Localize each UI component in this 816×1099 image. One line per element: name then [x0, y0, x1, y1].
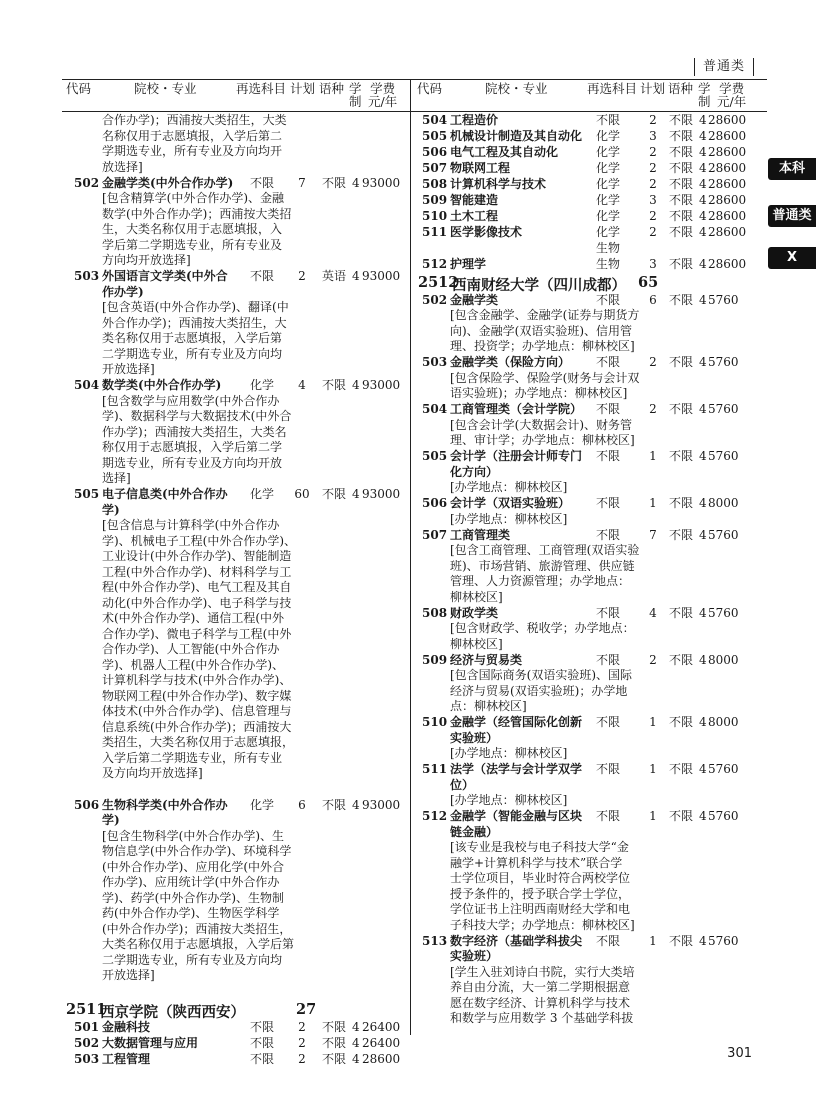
required-subject: 不限 [596, 715, 621, 729]
tuition-fee: 28600 [708, 129, 747, 143]
major-name: 大数据管理与应用 [102, 1035, 199, 1050]
major-note: [办学地点：柳林校区] [450, 793, 568, 807]
language: 不限 [669, 193, 694, 207]
major-entry [418, 113, 768, 129]
plan-count: 6 [298, 797, 306, 812]
plan-count: 1 [649, 933, 657, 948]
col-subject: 再选科目 [587, 81, 638, 96]
major-entry [66, 113, 406, 176]
language: 不限 [322, 487, 347, 501]
plan-count: 2 [649, 209, 657, 223]
study-years: 4 [699, 193, 707, 207]
required-subject: 不限 [596, 292, 621, 307]
major-note: [办学地点：柳林校区] [450, 480, 568, 494]
language: 不限 [669, 652, 694, 667]
major-entry [66, 378, 406, 487]
tuition-fee: 28600 [708, 177, 747, 191]
major-name: 金融学（经管国际化创新 实验班） [450, 715, 583, 745]
major-code: 503 [422, 355, 448, 369]
major-code: 503 [74, 269, 100, 283]
tuition-fee: 5760 [708, 605, 739, 620]
plan-count: 1 [649, 449, 657, 463]
language: 不限 [669, 355, 694, 369]
col-subject: 再选科目 [236, 81, 287, 96]
major-name: 电气工程及其自动化 [450, 145, 559, 159]
major-name: 电子信息类(中外合作办 学) [102, 487, 228, 517]
major-code: 508 [422, 177, 448, 191]
major-code: 507 [422, 161, 448, 175]
tuition-fee: 5760 [708, 762, 739, 776]
plan-count: 3 [649, 256, 657, 271]
required-subject: 不限 [250, 1051, 275, 1066]
plan-count: 4 [298, 378, 306, 392]
major-name: 法学（法学与会计学双学 位） [450, 762, 583, 792]
major-entry [66, 176, 406, 270]
major-note: [该专业是我校与电子科技大学“金 融学+计算机科学与技术”联合学 士学位项目，毕业时符合两校学位 授予条件的，授予联合学士学位， 学位证书上注明西南财经大学和电 子科技大学；办学地点：柳林校区] [450, 840, 635, 932]
study-years: 4 [699, 933, 707, 948]
col-fee: 学费 元/年 [368, 81, 398, 109]
plan-count: 2 [649, 652, 657, 667]
study-years: 4 [352, 1035, 360, 1050]
language: 不限 [322, 1051, 347, 1066]
major-code: 502 [74, 175, 100, 190]
tuition-fee: 5760 [708, 449, 739, 463]
major-entry [66, 798, 406, 1000]
required-subject: 不限 [596, 113, 621, 127]
study-years: 4 [699, 292, 707, 307]
major-code: 501 [74, 1019, 100, 1034]
major-name: 土木工程 [450, 209, 499, 223]
major-name: 计算机科学与技术 [450, 177, 547, 191]
major-code: 511 [422, 225, 448, 239]
major-entry [66, 269, 406, 378]
required-subject: 化学 [250, 797, 275, 812]
plan-count: 2 [649, 145, 657, 159]
major-entry [418, 762, 768, 809]
tuition-fee: 5760 [708, 355, 739, 369]
required-subject: 化学 [596, 145, 621, 159]
major-note: [包含财政学、税收学；办学地点： 柳林校区] [450, 621, 635, 651]
major-entry [418, 129, 768, 145]
col-school-major: 院校・专业 [134, 81, 197, 96]
col-plan: 计划 [640, 81, 666, 96]
major-code: 509 [422, 652, 448, 667]
major-code: 509 [422, 193, 448, 207]
plan-count: 1 [649, 762, 657, 776]
required-subject: 不限 [250, 1019, 275, 1034]
major-name: 会计学（注册会计师专门 化方向） [450, 449, 583, 479]
plan-count: 3 [649, 193, 657, 207]
study-years: 4 [699, 762, 707, 776]
category-tag: 普通类 [694, 58, 754, 76]
language: 不限 [669, 715, 694, 729]
study-years: 4 [699, 225, 707, 239]
major-note: [包含数学与应用数学(中外合作办 学)、数据科学与大数据技术(中外合 作办学)；西浦按大类招生，大类名 称仅用于志愿填报，入学后第二学 期选专业，所有专业及方向均开放 选择] [102, 393, 292, 485]
major-code: 504 [422, 113, 448, 127]
required-subject: 不限 [596, 605, 621, 620]
language: 不限 [669, 933, 694, 948]
university-header [418, 273, 768, 293]
major-name: 金融学类(中外合作办学) [102, 175, 234, 190]
major-entry [418, 496, 768, 528]
language: 不限 [322, 797, 347, 812]
major-code: 513 [422, 933, 448, 948]
major-name: 医学影像技术 [450, 225, 523, 239]
major-name: 金融学类 [450, 292, 499, 307]
tuition-fee: 28600 [708, 256, 747, 271]
tuition-fee: 28600 [708, 225, 747, 239]
study-years: 4 [352, 1019, 360, 1034]
language: 不限 [669, 161, 694, 175]
tuition-fee: 28600 [708, 161, 747, 175]
language: 不限 [669, 762, 694, 776]
major-code: 506 [422, 496, 448, 510]
major-name: 经济与贸易类 [450, 652, 523, 667]
required-subject: 不限 [596, 933, 621, 948]
major-note: [办学地点：柳林校区] [450, 746, 568, 760]
major-note: [包含工商管理、工商管理(双语实验 班)、市场营销、旅游管理、供应链 管理、人力资源管理；办学地点： 柳林校区] [450, 543, 640, 604]
major-entry [418, 809, 768, 934]
language: 不限 [669, 809, 694, 823]
major-name: 物联网工程 [450, 161, 511, 175]
major-note: [包含英语(中外合作办学)、翻译(中 外合作办学)；西浦按大类招生，大 类名称仅用于志愿填报，入学后第 二学期选专业，所有专业及方向均 开放选择] [102, 300, 289, 376]
major-name: 机械设计制造及其自动化 [450, 129, 583, 143]
major-code: 507 [422, 527, 448, 542]
major-name: 生物科学类(中外合作办 学) [102, 797, 228, 827]
study-years: 4 [699, 161, 707, 175]
col-plan: 计划 [290, 81, 316, 96]
major-entry [418, 402, 768, 449]
major-name: 智能建造 [450, 193, 499, 207]
major-code: 505 [422, 449, 448, 463]
language: 不限 [669, 177, 694, 191]
major-note: 合作办学)；西浦按大类招生，大类 名称仅用于志愿填报，入学后第二 学期选专业，所有专业及方向均开 放选择] [102, 113, 287, 174]
tuition-fee: 28600 [708, 113, 747, 127]
major-name: 工商管理类 [450, 527, 511, 542]
major-entry [418, 528, 768, 606]
major-entry [66, 1020, 406, 1036]
col-code: 代码 [66, 81, 92, 96]
required-subject: 不限 [250, 1035, 275, 1050]
language: 不限 [322, 378, 347, 392]
major-name: 外国语言文学类(中外合 作办学) [102, 269, 228, 299]
required-subject: 不限 [596, 809, 621, 823]
required-subject: 化学 [596, 209, 621, 223]
major-code: 503 [74, 1051, 100, 1066]
required-subject: 化学 生物 [596, 225, 621, 255]
study-years: 4 [699, 402, 707, 416]
major-entry [418, 715, 768, 762]
study-years: 4 [352, 269, 360, 283]
study-years: 4 [699, 715, 707, 729]
tuition-fee: 93000 [362, 378, 401, 392]
major-entry [418, 355, 768, 402]
university-code: 2511 [66, 1000, 107, 1018]
plan-count: 2 [649, 355, 657, 369]
plan-count: 2 [298, 1019, 306, 1034]
tuition-fee: 28600 [708, 145, 747, 159]
required-subject: 不限 [596, 652, 621, 667]
required-subject: 化学 [596, 177, 621, 191]
major-name: 数学类(中外合作办学) [102, 378, 222, 392]
tuition-fee: 93000 [362, 487, 401, 501]
university-plan: 65 [638, 273, 659, 291]
language: 不限 [669, 225, 694, 239]
required-subject: 不限 [596, 496, 621, 510]
major-name: 工程造价 [450, 113, 499, 127]
column-header-left [62, 80, 407, 110]
required-subject: 化学 [596, 161, 621, 175]
major-code: 504 [74, 378, 100, 392]
language: 不限 [669, 292, 694, 307]
study-years: 4 [699, 209, 707, 223]
required-subject: 不限 [596, 527, 621, 542]
study-years: 4 [699, 256, 707, 271]
major-note: [办学地点：柳林校区] [450, 511, 568, 526]
major-name: 护理学 [450, 256, 487, 271]
required-subject: 不限 [596, 402, 621, 416]
major-entry [418, 161, 768, 177]
required-subject: 不限 [596, 762, 621, 776]
study-years: 4 [699, 449, 707, 463]
major-note: [包含精算学(中外合作办学)、金融 数学(中外合作办学)；西浦按大类招 生，大类名称仅用于志愿填报，入 学后第二学期选专业，所有专业及 方向均开放选择] [102, 191, 292, 267]
language: 不限 [322, 175, 347, 190]
required-subject: 化学 [250, 487, 275, 501]
plan-count: 3 [649, 129, 657, 143]
major-entry [418, 653, 768, 716]
language: 不限 [669, 496, 694, 510]
major-name: 金融学（智能金融与区块 链金融） [450, 809, 583, 839]
plan-count: 2 [298, 269, 306, 283]
language: 不限 [322, 1019, 347, 1034]
language: 不限 [669, 605, 694, 620]
plan-count: 1 [649, 715, 657, 729]
major-code: 512 [422, 809, 448, 823]
required-subject: 化学 [596, 193, 621, 207]
major-code: 502 [74, 1035, 100, 1050]
tab-benke: 本科 [768, 158, 816, 180]
study-years: 4 [699, 355, 707, 369]
major-entry [418, 177, 768, 193]
col-code: 代码 [417, 81, 443, 96]
university-code: 2512 [418, 273, 459, 291]
tuition-fee: 28600 [708, 209, 747, 223]
tuition-fee: 93000 [362, 797, 401, 812]
plan-count: 1 [649, 809, 657, 823]
major-entry [418, 606, 768, 653]
column-header-right [415, 80, 767, 110]
major-entry [418, 449, 768, 496]
col-language: 语种 [668, 81, 694, 96]
tuition-fee: 93000 [362, 175, 401, 190]
major-code: 508 [422, 605, 448, 620]
language: 不限 [669, 113, 694, 127]
language: 不限 [669, 209, 694, 223]
study-years: 4 [352, 175, 360, 190]
required-subject: 生物 [596, 256, 621, 271]
plan-count: 2 [298, 1051, 306, 1066]
study-years: 4 [699, 129, 707, 143]
major-entry [418, 293, 768, 356]
major-name: 工程管理 [102, 1051, 151, 1066]
tuition-fee: 8000 [708, 715, 739, 729]
col-years: 学 制 [698, 81, 711, 109]
major-entry [418, 145, 768, 161]
major-code: 506 [422, 145, 448, 159]
page-number: 301 [727, 1046, 752, 1061]
study-years: 4 [352, 378, 360, 392]
tuition-fee: 28600 [362, 1051, 401, 1066]
study-years: 4 [699, 496, 707, 510]
major-note: [包含生物科学(中外合作办学)、生 物信息学(中外合作办学)、环境科学 (中外合作办学)、应用化学(中外合 作办学)、应用统计学(中外合作办 学)、药学(中外合作办学)、生物制 药(中外合作办学)、生物医学科学 (中外合作办学)；西浦按大类招生， 大类名称仅用于志愿填报，入学后第 二学期选专业，所有专业及方向均 开放选择] [102, 828, 295, 982]
required-subject: 不限 [596, 355, 621, 369]
tuition-fee: 8000 [708, 652, 739, 667]
major-name: 金融科技 [102, 1019, 151, 1034]
major-code: 506 [74, 797, 100, 812]
tab-putong: 普通类 [768, 205, 816, 227]
major-entry [418, 209, 768, 225]
major-entry [418, 934, 768, 1028]
plan-count: 2 [649, 225, 657, 239]
study-years: 4 [699, 177, 707, 191]
tuition-fee: 5760 [708, 809, 739, 823]
plan-count: 2 [649, 113, 657, 127]
tuition-fee: 26400 [362, 1035, 401, 1050]
language: 不限 [669, 402, 694, 416]
major-name: 金融学类（保险方向） [450, 355, 571, 369]
language: 英语 [322, 269, 347, 283]
study-years: 4 [699, 809, 707, 823]
study-years: 4 [699, 527, 707, 542]
table-header-rule [62, 111, 767, 112]
plan-count: 2 [649, 402, 657, 416]
col-school-major: 院校・专业 [485, 81, 548, 96]
university-name: 西南财经大学（四川成都） [452, 277, 626, 294]
language: 不限 [669, 145, 694, 159]
plan-count: 60 [294, 487, 310, 501]
major-note: [包含保险学、保险学(财务与会计双 语实验班)；办学地点：柳林校区] [450, 370, 640, 400]
required-subject: 不限 [250, 175, 275, 190]
major-note: [包含会计学(大数据会计)、财务管 理、审计学；办学地点：柳林校区] [450, 417, 635, 447]
required-subject: 不限 [250, 269, 275, 283]
study-years: 4 [699, 652, 707, 667]
required-subject: 化学 [596, 129, 621, 143]
major-code: 502 [422, 292, 448, 307]
language: 不限 [669, 527, 694, 542]
language: 不限 [669, 129, 694, 143]
tuition-fee: 5760 [708, 402, 739, 416]
major-name: 会计学（双语实验班） [450, 496, 571, 510]
column-divider [410, 80, 411, 1035]
major-entry [66, 487, 406, 798]
language: 不限 [669, 449, 694, 463]
major-code: 505 [74, 487, 100, 501]
required-subject: 化学 [250, 378, 275, 392]
study-years: 4 [352, 797, 360, 812]
study-years: 4 [699, 113, 707, 127]
major-code: 504 [422, 402, 448, 416]
major-note: [包含金融学、金融学(证券与期货方 向)、金融学(双语实验班)、信用管 理、投资学；办学地点：柳林校区] [450, 308, 640, 353]
tab-x: X [768, 247, 816, 269]
study-years: 4 [352, 1051, 360, 1066]
tuition-fee: 93000 [362, 269, 401, 283]
tuition-fee: 5760 [708, 292, 739, 307]
study-years: 4 [699, 605, 707, 620]
language: 不限 [669, 256, 694, 271]
plan-count: 2 [649, 161, 657, 175]
major-code: 510 [422, 715, 448, 729]
right-column [418, 113, 768, 1027]
major-entry [418, 257, 768, 273]
col-fee: 学费 元/年 [717, 81, 747, 109]
study-years: 4 [352, 487, 360, 501]
plan-count: 6 [649, 292, 657, 307]
plan-count: 2 [649, 177, 657, 191]
major-name: 数字经济（基础学科拔尖 实验班） [450, 933, 583, 963]
major-note: [学生入驻刘诗白书院，实行大类培 养自由分流，大一第二学期根据意 愿在数字经济、计算机科学与技术 和数学与应用数学 3 个基础学科拔 [450, 964, 635, 1025]
plan-count: 7 [649, 527, 657, 542]
col-language: 语种 [319, 81, 345, 96]
major-code: 505 [422, 129, 448, 143]
major-code: 510 [422, 209, 448, 223]
plan-count: 2 [298, 1035, 306, 1050]
university-name: 西京学院（陕西西安） [100, 1004, 245, 1021]
plan-count: 1 [649, 496, 657, 510]
major-entry [418, 225, 768, 257]
university-header [66, 1000, 406, 1020]
major-entry [418, 193, 768, 209]
major-code: 512 [422, 256, 448, 271]
plan-count: 7 [298, 175, 306, 190]
major-name: 工商管理类（会计学院） [450, 402, 583, 416]
major-code: 511 [422, 762, 448, 776]
major-note: [包含国际商务(双语实验班)、国际 经济与贸易(双语实验班)；办学地 点：柳林校区] [450, 668, 633, 713]
col-years: 学 制 [349, 81, 362, 109]
university-plan: 27 [296, 1000, 317, 1018]
tuition-fee: 5760 [708, 933, 739, 948]
tuition-fee: 26400 [362, 1019, 401, 1034]
major-entry [66, 1052, 406, 1068]
study-years: 4 [699, 145, 707, 159]
required-subject: 不限 [596, 449, 621, 463]
language: 不限 [322, 1035, 347, 1050]
major-name: 财政学类 [450, 605, 499, 620]
major-note: [包含信息与计算科学(中外合作办 学)、机械电子工程(中外合作办学)、 工业设计(中外合作办学)、智能制造 工程(中外合作办学)、材料科学与工 程(中外合作办学)、电气工程及其自 动化(中外合作办学)、电子科学与技 术(中外合作办学)、通信工程(中外 合作办学)、微电子科学与工程(中外 合作办学)、人工智能(中外合作办 学)、机器人工程(中外合作办学)、 计算机科学与技术(中外合作办学)、 物联网工程(中外合作办学)、数字媒 体技术(中外合作办学)、信息管理与 信息系统(中外合作办学)；西浦按大 类招生，大类名称仅用于志愿填报， 入学后第二学期选专业，所有专业 及方向均开放选择] [102, 518, 297, 780]
left-column [66, 113, 406, 1068]
tuition-fee: 28600 [708, 193, 747, 207]
major-entry [66, 1036, 406, 1052]
plan-count: 4 [649, 605, 657, 620]
tuition-fee: 5760 [708, 527, 739, 542]
tuition-fee: 8000 [708, 496, 739, 510]
